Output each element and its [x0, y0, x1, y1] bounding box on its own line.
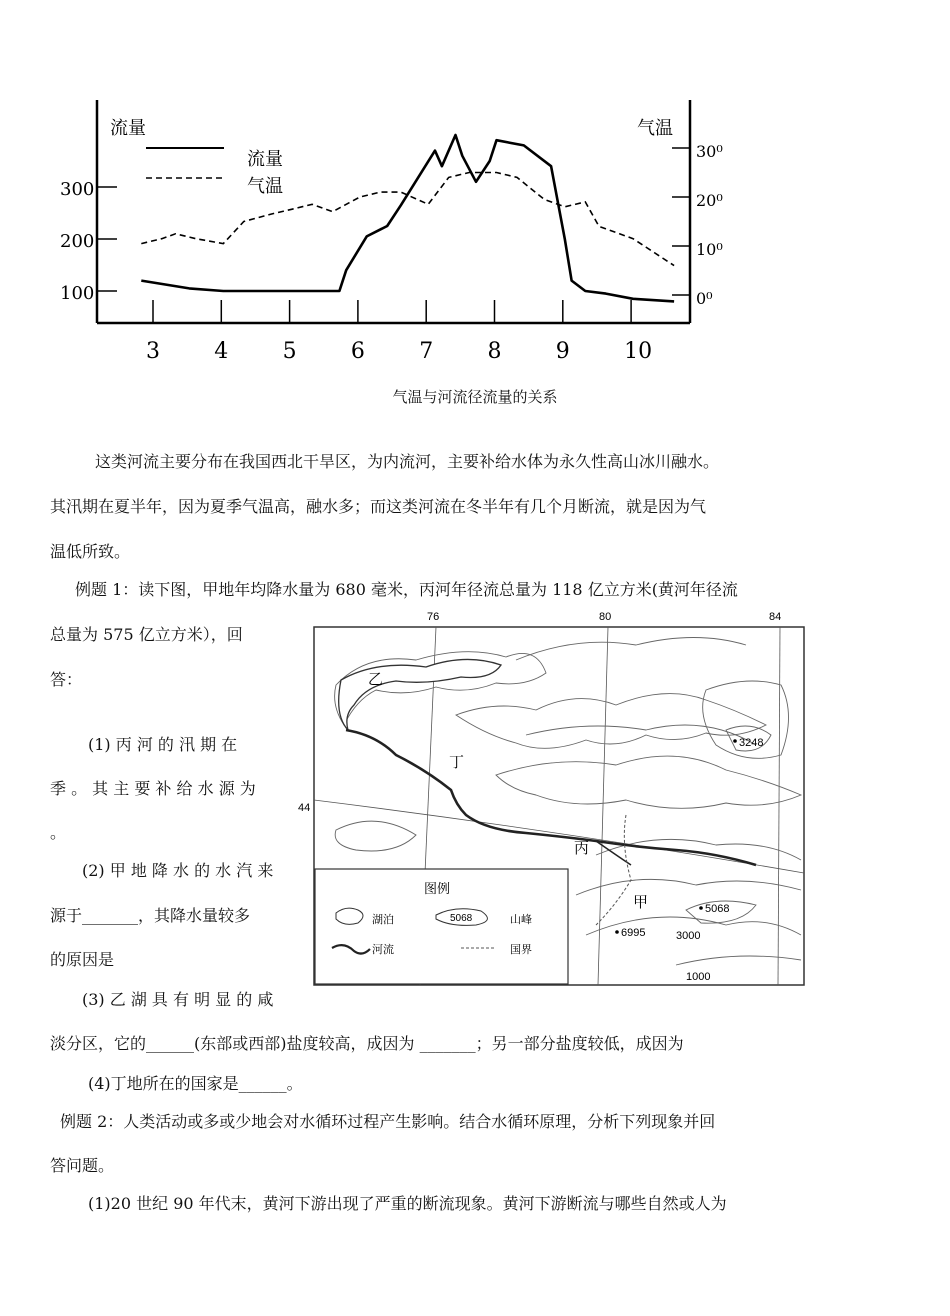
place-jia: 甲 [633, 893, 649, 911]
y-right-tick-label-3: 30⁰ [696, 142, 723, 161]
example2-line2: 答问题。 [50, 1156, 115, 1175]
y-right-tick-label-2: 20⁰ [696, 191, 723, 210]
x-tick-label-4: 4 [214, 339, 229, 364]
peak-marker-5068 [699, 906, 703, 910]
para1-line1: 这类河流主要分布在我国西北干旱区，为内流河，主要补给水体为永久性高山冰川融水。 [95, 452, 720, 471]
lon-label-80: 80 [599, 611, 612, 623]
peak-6995: 6995 [621, 927, 646, 939]
y-right-tick-label-1: 10⁰ [696, 240, 723, 259]
place-bing: 丙 [574, 839, 590, 857]
legend-peak-value: 5068 [450, 913, 473, 924]
example1-line1: 例题 1：读下图，甲地年均降水量为 680 毫米，丙河年径流总量为 118 亿立方米(黄河年径流 [75, 580, 738, 599]
y-left-axis-label: 流量 [110, 118, 146, 139]
legend-label-runoff: 流量 [247, 149, 283, 170]
temperature-runoff-chart [0, 0, 950, 420]
map-legend [315, 869, 568, 984]
x-tick-label-6: 6 [350, 339, 365, 364]
x-tick-label-8: 8 [487, 339, 502, 364]
temperature-series-line [141, 173, 674, 266]
para1-line3: 温低所致。 [50, 542, 131, 561]
chart-axes [97, 100, 690, 323]
y-left-tick-label-200: 200 [60, 231, 95, 252]
para1-line2: 其汛期在夏半年，因为夏季气温高，融水多；而这类河流在冬半年有几个月断流，就是因为气 [50, 497, 707, 516]
lon-label-76: 76 [427, 611, 440, 623]
y-left-tick-label-300: 300 [60, 179, 95, 200]
place-yi: 乙 [368, 670, 384, 688]
legend-lake: 湖泊 [372, 913, 394, 926]
question2-line3: 的原因是 [50, 950, 115, 969]
y-left-tick-label-100: 100 [60, 283, 95, 304]
legend-label-temperature: 气温 [247, 176, 283, 197]
legend-peak: 山峰 [510, 913, 532, 926]
question3-line1: (3) 乙 湖 具 有 明 显 的 咸 [82, 990, 274, 1009]
place-ding: 丁 [449, 753, 465, 771]
peak-3248: 3248 [739, 737, 764, 749]
contour-3000: 3000 [676, 930, 701, 942]
legend-title: 图例 [424, 882, 451, 897]
peak-marker-3248 [733, 739, 737, 743]
x-tick-label-5: 5 [282, 339, 297, 364]
contour-1000: 1000 [686, 971, 711, 983]
chart-legend [146, 148, 283, 197]
legend-border: 国界 [510, 943, 532, 956]
y-right-tick-label-0: 0⁰ [696, 289, 713, 308]
x-tick-label-3: 3 [146, 339, 160, 364]
lon-label-84: 84 [769, 611, 782, 623]
y-right-axis-label: 气温 [637, 118, 673, 139]
question1-line1: (1) 丙 河 的 汛 期 在 [88, 735, 238, 754]
chart-caption: 气温与河流径流量的关系 [392, 388, 558, 406]
example1-line3: 答： [50, 670, 83, 689]
example2-question1: (1)20 世纪 90 年代末，黄河下游出现了严重的断流现象。黄河下游断流与哪些自然或人为 [88, 1194, 727, 1213]
x-tick-label-7: 7 [419, 339, 434, 364]
x-tick-label-10: 10 [624, 339, 653, 364]
question3-line2: 淡分区，它的______(东部或西部)盐度较高，成因为 _______；另一部分盐度较低，成因为 [50, 1034, 684, 1053]
question1-line3: 。 [50, 823, 67, 842]
region-map [296, 605, 808, 990]
question1-line2: 季 。 其 主 要 补 给 水 源 为 [50, 779, 256, 798]
legend-river: 河流 [372, 943, 394, 956]
legend-lake-symbol [336, 908, 363, 924]
lat-label-44: 44 [298, 802, 311, 814]
question2-line2: 源于_______，其降水量较多 [50, 906, 251, 925]
runoff-series-line [141, 135, 674, 301]
peak-5068: 5068 [705, 903, 730, 915]
example2-line1: 例题 2：人类活动或多或少地会对水循环过程产生影响。结合水循环原理，分析下列现象并回 [60, 1112, 716, 1131]
peak-marker-6995 [615, 930, 619, 934]
question2-line1: (2) 甲 地 降 水 的 水 汽 来 [82, 861, 274, 880]
example1-line2: 总量为 575 亿立方米），回 [50, 625, 243, 644]
question4: (4)丁地所在的国家是______。 [88, 1074, 303, 1093]
x-tick-label-9: 9 [555, 339, 570, 364]
